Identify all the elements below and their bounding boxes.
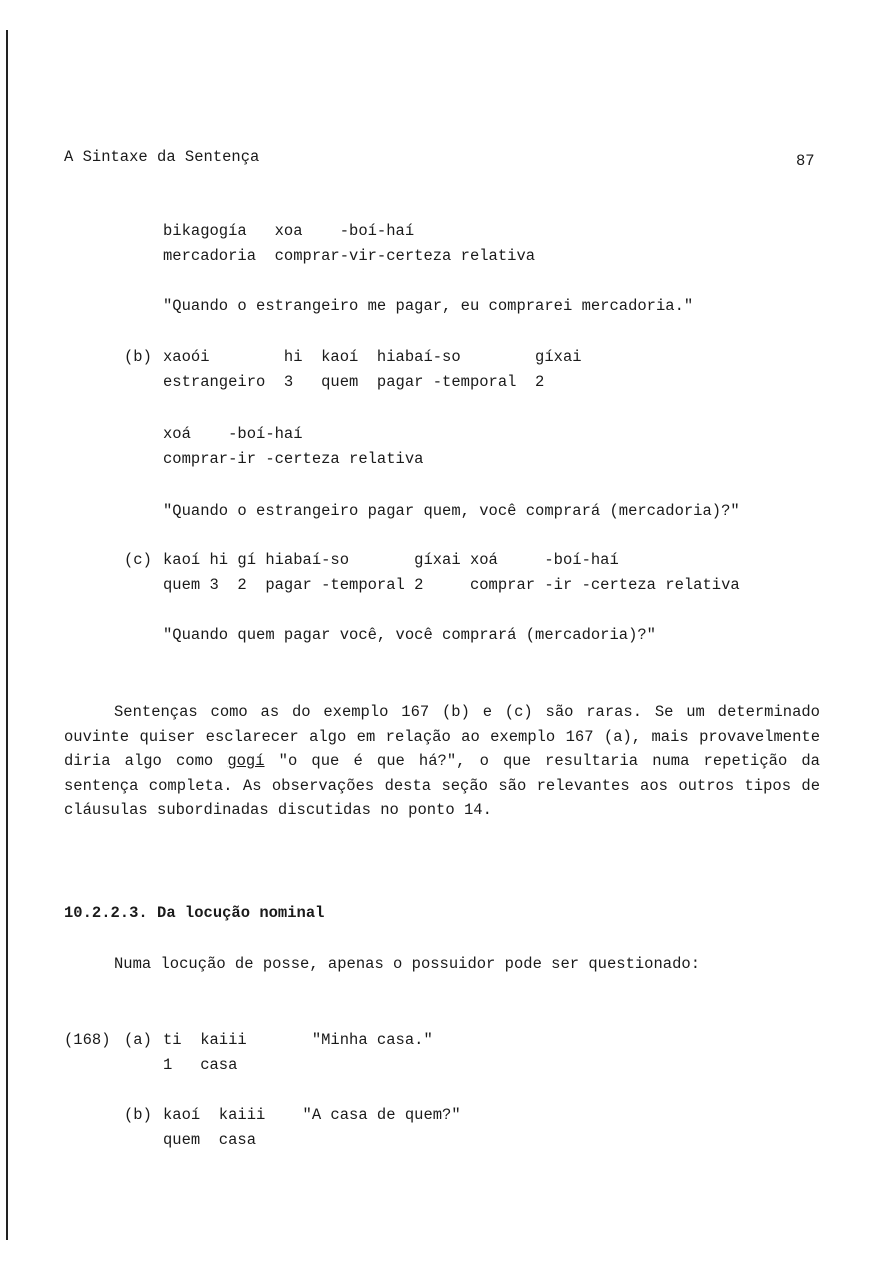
example-168-number: (168) <box>64 1031 111 1049</box>
example-167a-gloss-line-1: bikagogía xoa -boí-haí <box>163 222 415 240</box>
example-167c-label: (c) <box>124 551 152 569</box>
running-header: A Sintaxe da Sentença <box>64 148 260 166</box>
example-168b-label: (b) <box>124 1106 152 1124</box>
example-168a-label: (a) <box>124 1031 152 1049</box>
example-167b-line-3: xoá -boí-haí <box>163 425 303 443</box>
body-paragraph-1 <box>64 700 820 823</box>
page-number: 87 <box>796 152 815 170</box>
example-167c-line-1: kaoí hi gí hiabaí-so gíxai xoá -boí-haí <box>163 551 619 569</box>
example-167c-translation: "Quando quem pagar você, você comprará (mercadoria)?" <box>163 626 656 644</box>
example-167b-translation: "Quando o estrangeiro pagar quem, você comprará (mercadoria)?" <box>163 502 740 520</box>
paragraph-1-text-b: "o que é que há?", o que resultaria numa repetição da sentença completa. As observações desta seção são relevantes aos outros tipos de cláusulas subordinadas discutidas no ponto 14. <box>64 752 820 819</box>
underlined-word-gogi: gogí <box>227 752 265 770</box>
section-heading: 10.2.2.3. Da locução nominal <box>64 904 325 922</box>
example-168a-line-2: 1 casa <box>163 1056 238 1074</box>
example-168a-line-1: ti kaiii "Minha casa." <box>163 1031 433 1049</box>
example-167b-line-2: estrangeiro 3 quem pagar -temporal 2 <box>163 373 545 391</box>
example-167b-label: (b) <box>124 348 152 366</box>
page-edge-rule <box>6 30 8 1240</box>
paragraph-1-text-a: Sentenças como as do exemplo 167 (b) e (c) são raras. Se um determinado ouvinte quiser esclarecer algo em relação ao exemplo 167 (a), mais provavelmente diria algo como <box>64 703 820 770</box>
example-167b-line-1: xaoói hi kaoí hiabaí-so gíxai <box>163 348 582 366</box>
example-167a-gloss-line-2: mercadoria comprar-vir-certeza relativa <box>163 247 536 265</box>
example-168b-line-2: quem casa <box>163 1131 257 1149</box>
example-167c-line-2: quem 3 2 pagar -temporal 2 comprar -ir -certeza relativa <box>163 576 740 594</box>
example-167a-translation: "Quando o estrangeiro me pagar, eu comprarei mercadoria." <box>163 297 694 315</box>
body-paragraph-2: Numa locução de posse, apenas o possuidor pode ser questionado: <box>114 955 700 973</box>
example-167b-line-4: comprar-ir -certeza relativa <box>163 450 424 468</box>
example-168b-line-1: kaoí kaiii "A casa de quem?" <box>163 1106 461 1124</box>
